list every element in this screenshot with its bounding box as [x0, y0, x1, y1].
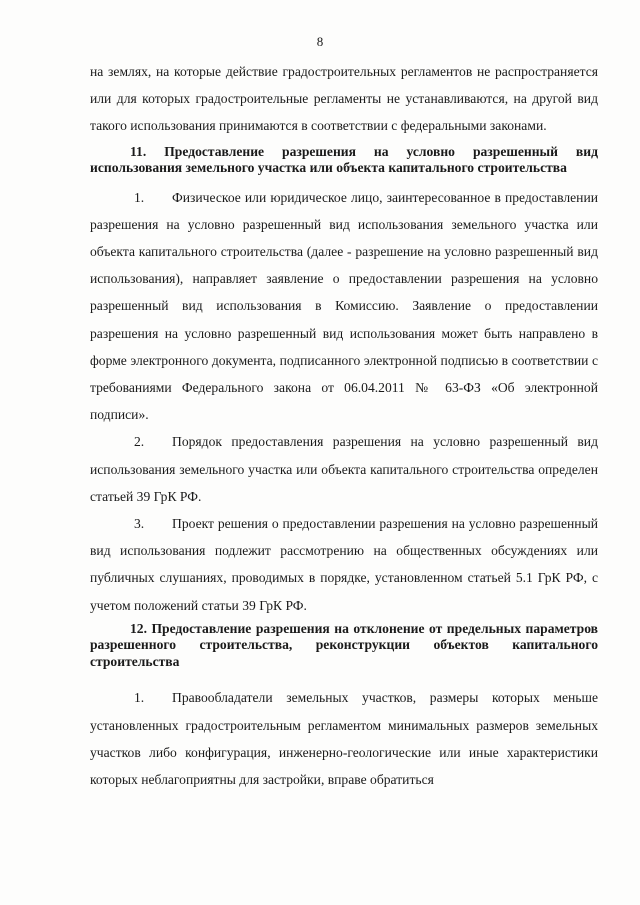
section-11-item-3: [90, 510, 598, 619]
item-number: 1.: [134, 189, 145, 205]
item-number: 1.: [134, 690, 145, 706]
item-text: Физическое или юридическое лицо, заинтересованное в предоставлении разрешения на условно разрешенный вид использования земельного участка или объекта капитального строительства (далее - разрешение на условно разрешенный вид использования), направляет заявление о предоставлении разрешения на условно разрешенный вид использования в Комиссию. Заявление о предоставлении разрешения на условно разрешенный вид использования может быть направлено в форме электронного документа, подписанного электронной подписью в соответствии с требованиями Федерального закона от 06.04.2011 № 63-ФЗ «Об электронной подписи».: [90, 189, 598, 423]
item-number: 3.: [134, 516, 145, 532]
page-number: 8: [316, 34, 324, 49]
section-11-heading: 11. Предоставление разрешения на условно разрешенный вид использования земельного участка или объекта капитального строительства: [90, 143, 598, 176]
section-11-item-1: [90, 184, 598, 429]
intro-paragraph: на землях, на которые действие градостроительных регламентов не распространяется или для которых градостроительные регламенты не устанавливаются, на другой вид такого использования принимаются в соответствии с федеральными законами.: [90, 64, 598, 134]
item-text: Порядок предоставления разрешения на условно разрешенный вид использования земельного участка или объекта капитального строительства определен статьей 39 ГрК РФ.: [90, 434, 598, 504]
document-body: [90, 58, 598, 793]
section-12-heading: 12. Предоставление разрешения на отклонение от предельных параметров разрешенного строительства, реконструкции объектов капитального строительства: [90, 620, 598, 669]
section-12-item-1: [90, 684, 598, 793]
item-text: Правообладатели земельных участков, размеры которых меньше установленных градостроительным регламентом минимальных размеров земельных участков либо конфигурация, инженерно-геологические или иные характеристики которых неблагоприятны для застройки, вправе обратиться: [90, 690, 598, 787]
item-text: Проект решения о предоставлении разрешения на условно разрешенный вид использования подлежит рассмотрению на общественных обсуждениях или публичных слушаниях, проводимых в порядке, установленном статьей 5.1 ГрК РФ, с учетом положений статьи 39 ГрК РФ.: [90, 516, 598, 613]
item-number: 2.: [134, 434, 145, 450]
section-11-item-2: [90, 428, 598, 510]
